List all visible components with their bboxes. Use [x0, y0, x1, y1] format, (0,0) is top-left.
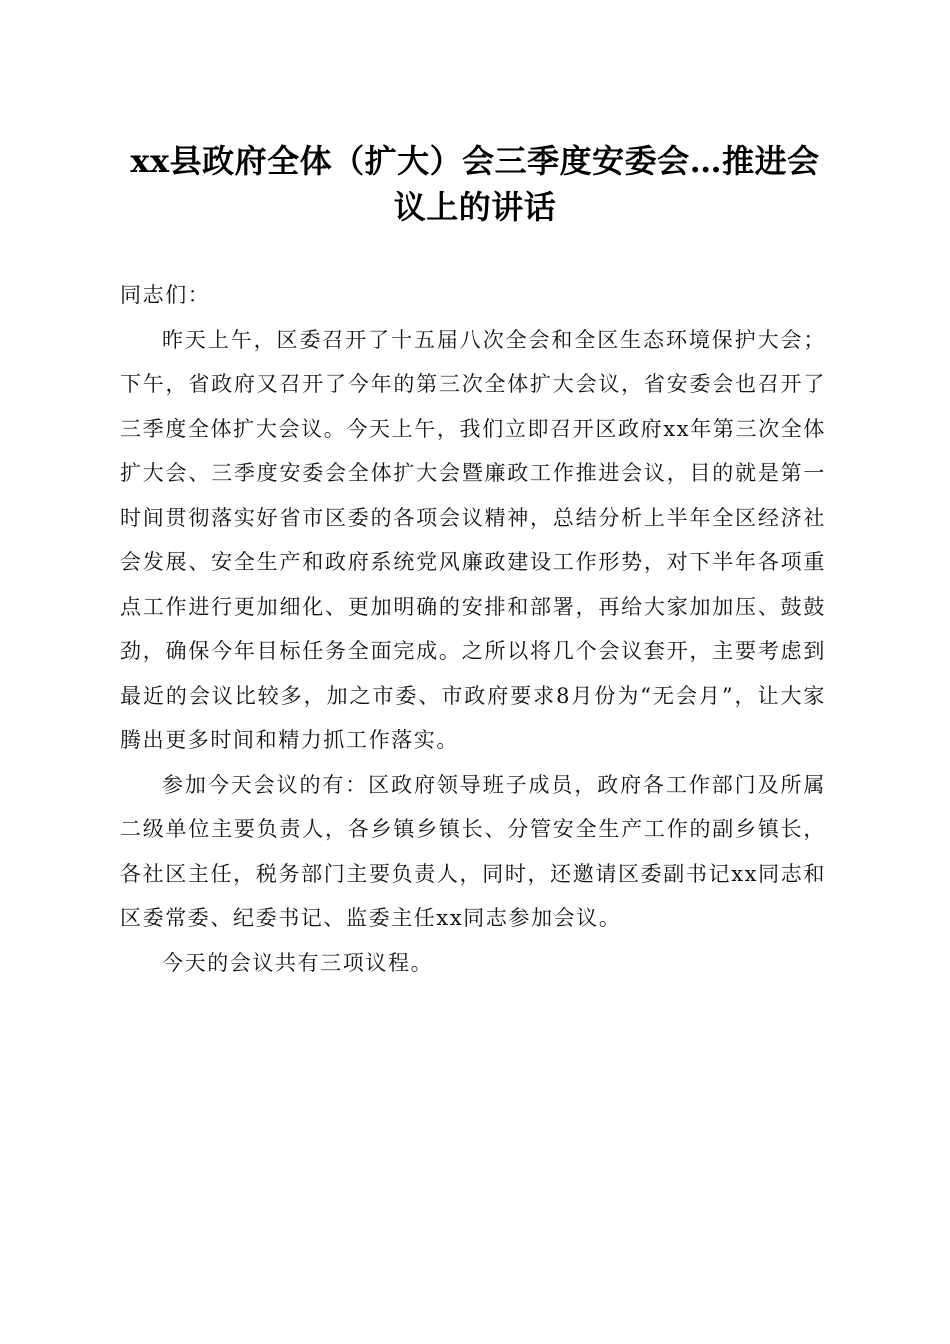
paragraph: 今天的会议共有三项议程。	[162, 950, 434, 975]
paragraph: 昨天上午，区委召开了十五届八次全会和全区生态环境保护大会；下午，省政府又召开了今年的第三次全体扩大会议，省安委会也召开了三季度全体扩大会议。今天上午，我们立即召开区政府xx年第三次全体扩大会、三季度安委会全体扩大会暨廉政工作推进会议，目的就是第一时间贯彻落实好省市区委的各项会议精神，总结分析上半年全区经济社会发展、安全生产和政府系统党风廉政建设工作形势，对下半年各项重点工作进行更加细化、更加明确的安排和部署，再给大家加加压、鼓鼓劲，确保今年目标任务全面完成。之所以将几个会议套开，主要考虑到最近的会议比较多，加之市委、市政府要求8月份为“无会月”，让大家腾出更多时间和精力抓工作落实。	[120, 327, 826, 752]
paragraph: 参加今天会议的有：区政府领导班子成员，政府各工作部门及所属二级单位主要负责人，各乡镇乡镇长、分管安全生产工作的副乡镇长，各社区主任，税务部门主要负责人，同时，还邀请区委副书记xx同志和区委常委、纪委书记、监委主任xx同志参加会议。	[120, 772, 826, 930]
document-title: xx县政府全体（扩大）会三季度安委会…推进会议上的讲话	[130, 142, 820, 226]
document-body	[120, 273, 826, 985]
salutation: 同志们：	[120, 283, 211, 307]
